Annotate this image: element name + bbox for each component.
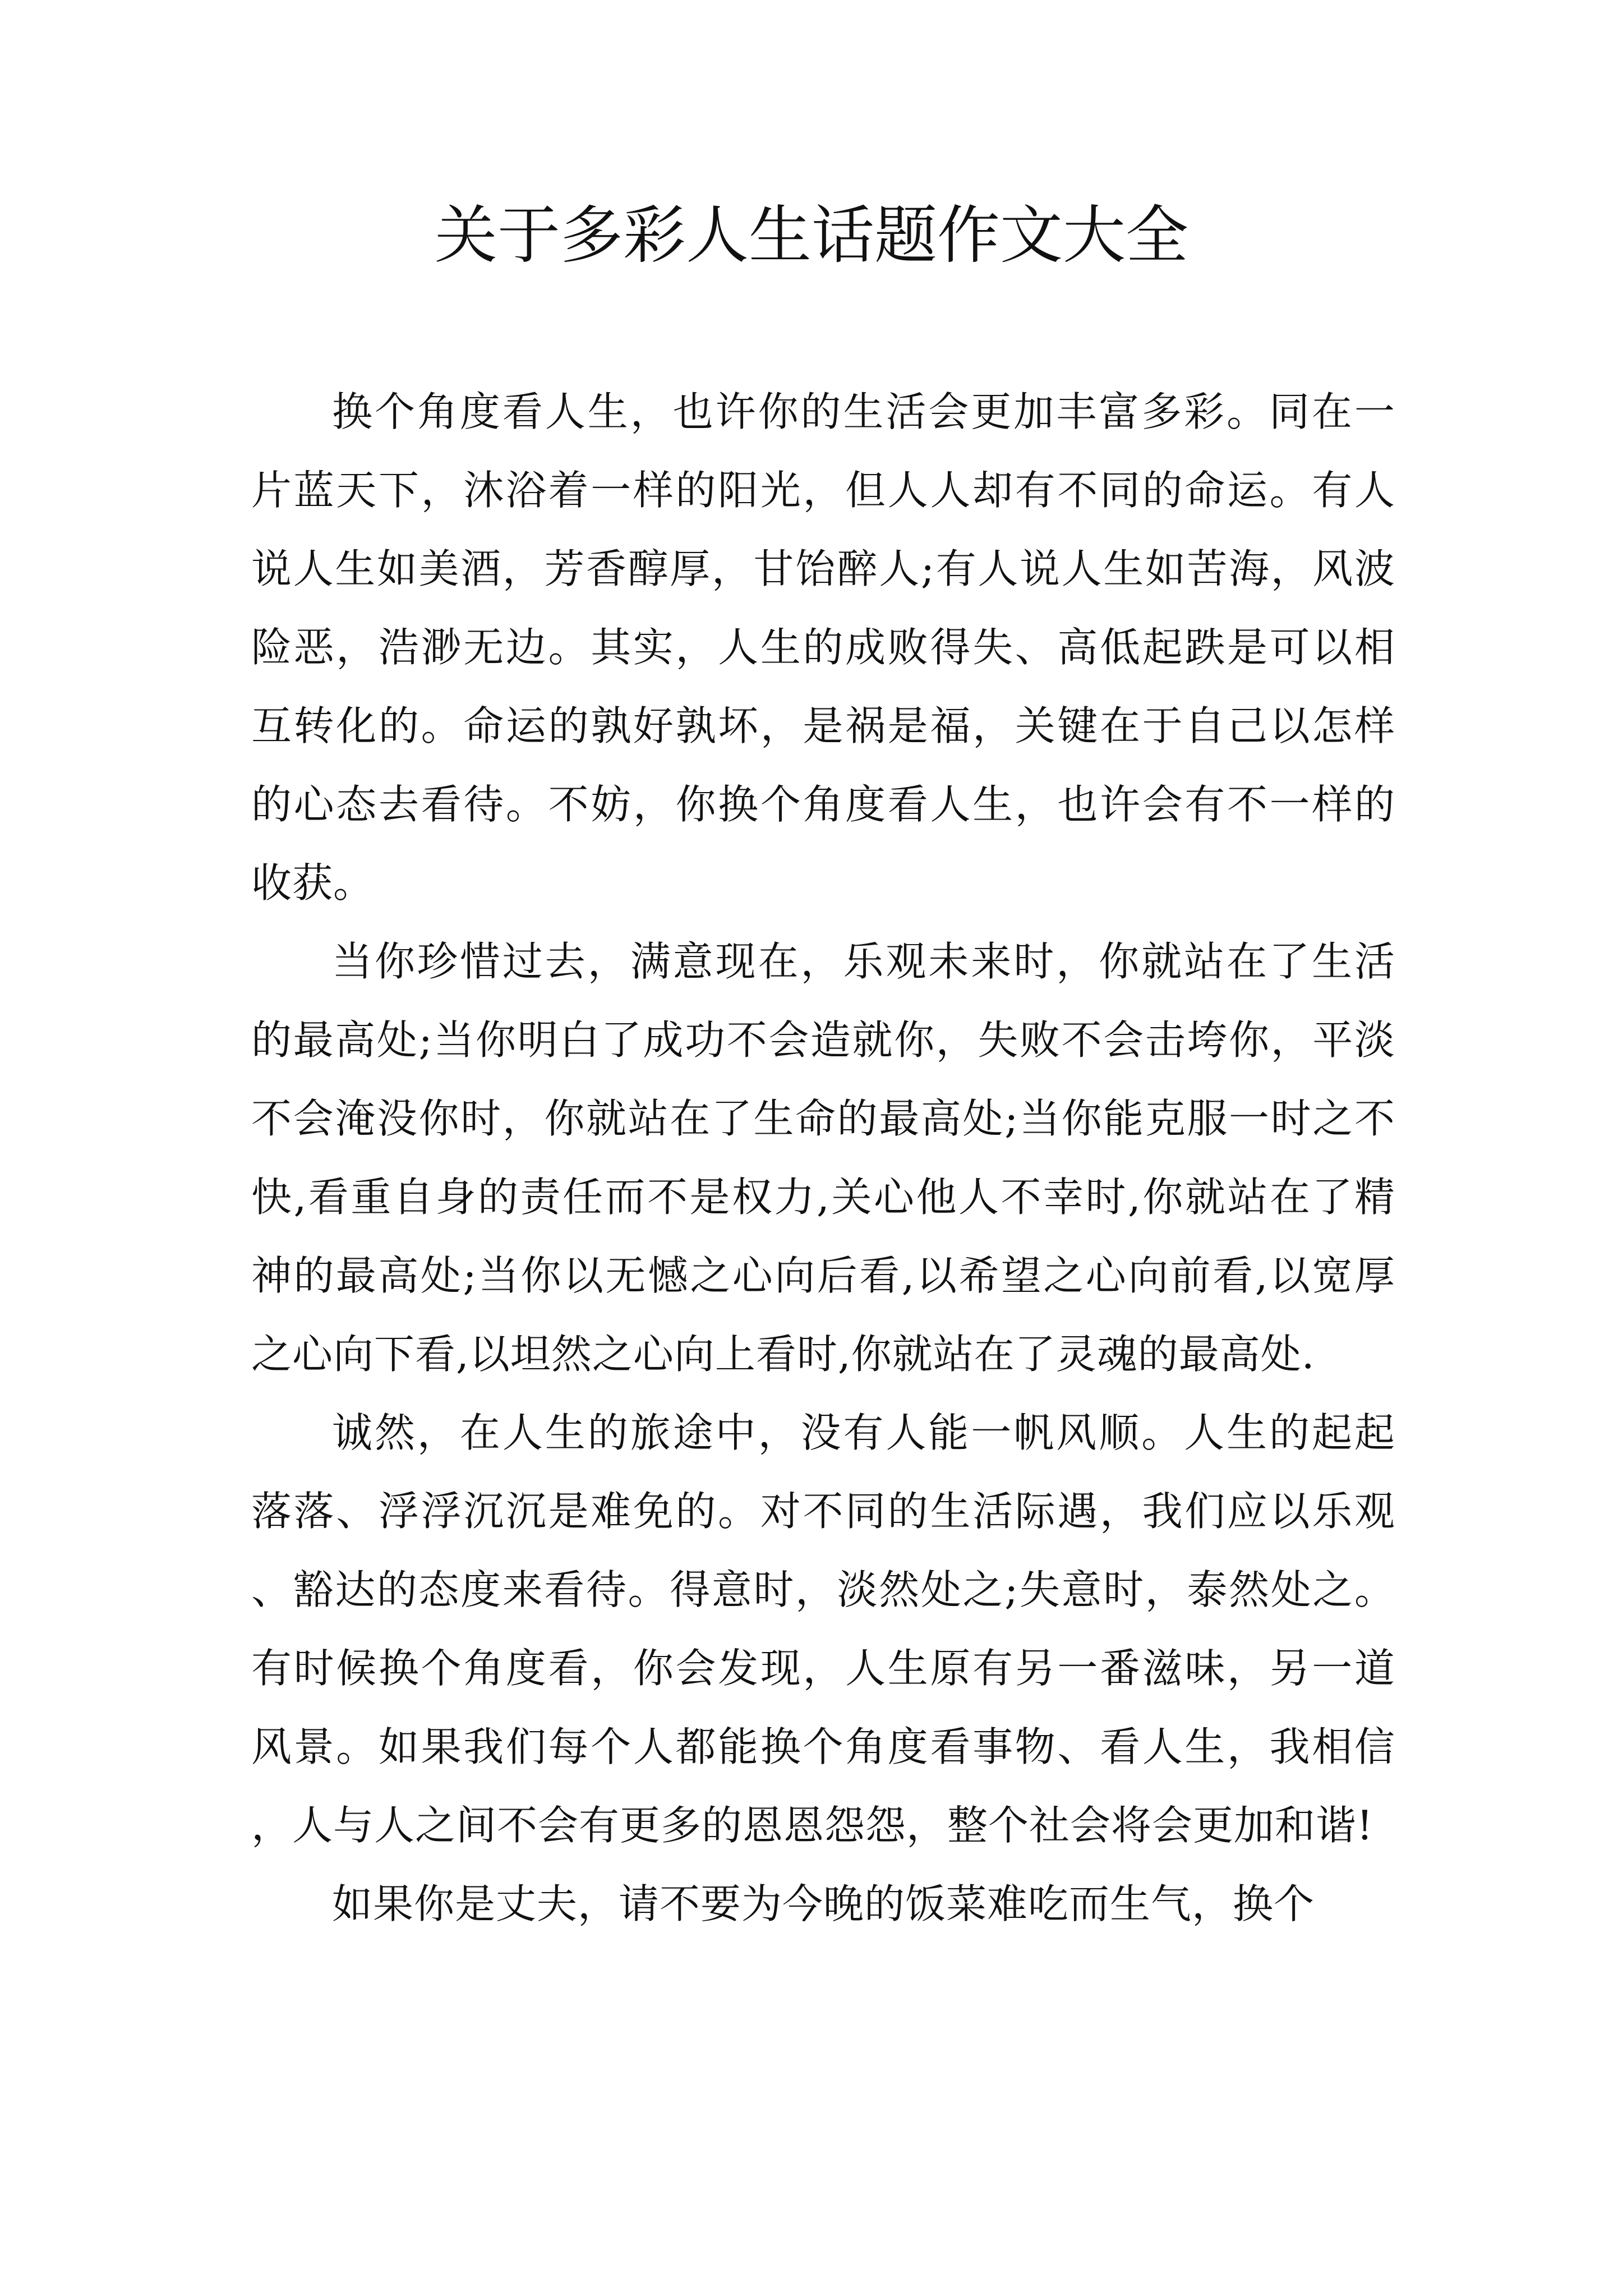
paragraph-1: 换个角度看人生，也许你的生活会更加丰富多彩。同在一片蓝天下，沐浴着一样的阳光，但人人却有不同的命运。有人说人生如美酒，芳香醇厚，甘饴醉人;有人说人生如苦海，风波险恶，浩渺无边。其实，人生的成败得失、高低起跌是可以相互转化的。命运的孰好孰坏，是祸是福，关键在于自己以怎样的心态去看待。不妨，你换个角度看人生，也许会有不一样的收获。 (251, 388, 1395, 907)
document-body (251, 372, 1395, 1943)
paragraph-4: 如果你是丈夫，请不要为今晚的饭菜难吃而生气，换个 (332, 1880, 1315, 1927)
paragraph-2: 当你珍惜过去，满意现在，乐观未来时，你就站在了生活的最高处;当你明白了成功不会造就你，失败不会击垮你，平淡不会淹没你时，你就站在了生命的最高处;当你能克服一时之不快,看重自身的责任而不是权力,关心他人不幸时,你就站在了精神的最高处;当你以无憾之心向后看,以希望之心向前看,以宽厚之心向下看,以坦然之心向上看时,你就站在了灵魂的最高处. (251, 938, 1395, 1378)
paragraph-3: 诚然，在人生的旅途中，没有人能一帆风顺。人生的起起落落、浮浮沉沉是难免的。对不同的生活际遇，我们应以乐观、豁达的态度来看待。得意时，淡然处之;失意时，泰然处之。有时候换个角度看，你会发现，人生原有另一番滋味，另一道风景。如果我们每个人都能换个角度看事物、看人生，我相信，人与人之间不会有更多的恩恩怨怨，整个社会将会更加和谐! (251, 1409, 1395, 1849)
document-title: 关于多彩人生话题作文大全 (435, 199, 1188, 272)
